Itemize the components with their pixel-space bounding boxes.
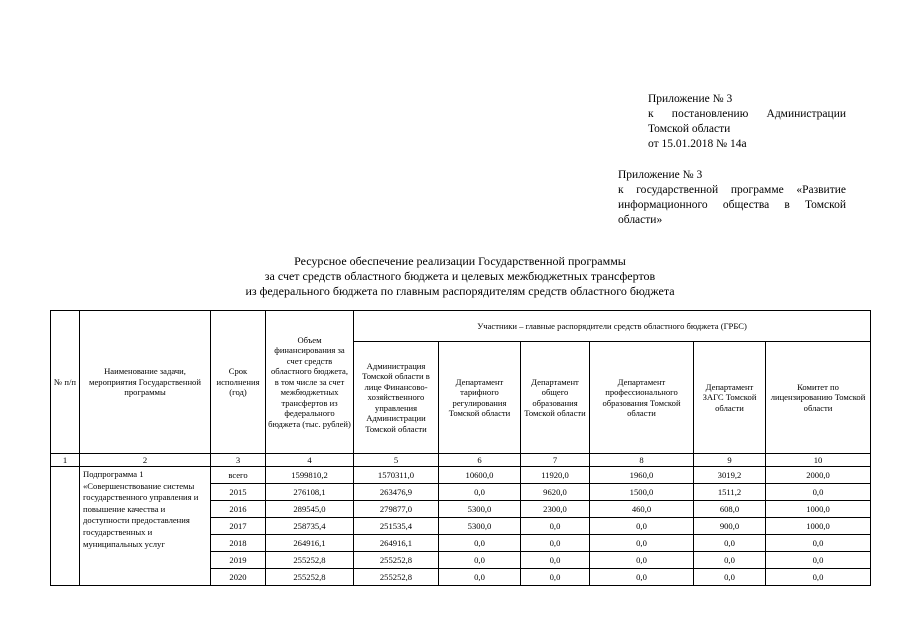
- year-cell: 2020: [211, 569, 266, 586]
- header-participant-2: Департамент тарифного регулирования Томской области: [439, 342, 521, 454]
- value-cell: 0,0: [439, 569, 521, 586]
- value-cell: 5300,0: [439, 518, 521, 535]
- value-cell: 10600,0: [439, 467, 521, 484]
- annex2-line: области»: [618, 214, 663, 226]
- value-cell: 1500,0: [590, 484, 694, 501]
- value-cell: 0,0: [766, 552, 871, 569]
- annex2-line: Приложение № 3: [618, 169, 703, 181]
- value-cell: 263476,9: [354, 484, 439, 501]
- subprogram-name: Подпрограмма 1 «Совершенствование системы государственного управления и повышение качества и доступности предоставления государственных и муниципальных услуг: [80, 467, 211, 586]
- value-cell: 0,0: [766, 484, 871, 501]
- value-cell: 289545,0: [266, 501, 354, 518]
- value-cell: 0,0: [766, 569, 871, 586]
- value-cell: 0,0: [694, 552, 766, 569]
- value-cell: 1599810,2: [266, 467, 354, 484]
- header-num: № п/п: [51, 311, 80, 454]
- value-cell: 0,0: [694, 569, 766, 586]
- year-cell: 2015: [211, 484, 266, 501]
- value-cell: 258735,4: [266, 518, 354, 535]
- value-cell: 0,0: [521, 518, 590, 535]
- header-participant-6: Комитет по лицензированию Томской области: [766, 342, 871, 454]
- header-participant-5: Департамент ЗАГС Томской области: [694, 342, 766, 454]
- value-cell: 279877,0: [354, 501, 439, 518]
- value-cell: 1511,2: [694, 484, 766, 501]
- header-volume: Объем финансирования за счет средств областного бюджета, в том числе за счет межбюджетных трансфертов из федерального бюджета (тыс. рублей): [266, 311, 354, 454]
- value-cell: 0,0: [694, 535, 766, 552]
- value-cell: 255252,8: [266, 552, 354, 569]
- annex2-line: к государственной программе «Развитие: [618, 184, 846, 196]
- value-cell: 0,0: [521, 569, 590, 586]
- value-cell: 0,0: [521, 552, 590, 569]
- column-number: 3: [211, 454, 266, 467]
- value-cell: 0,0: [590, 552, 694, 569]
- value-cell: 608,0: [694, 501, 766, 518]
- value-cell: 0,0: [590, 569, 694, 586]
- value-cell: 11920,0: [521, 467, 590, 484]
- value-cell: 0,0: [590, 535, 694, 552]
- annex-to-program: [618, 168, 846, 228]
- column-number: 9: [694, 454, 766, 467]
- header-row: [51, 311, 871, 342]
- annex1-line: Томской области: [648, 123, 731, 135]
- column-number: 1: [51, 454, 80, 467]
- value-cell: 2000,0: [766, 467, 871, 484]
- column-number: 4: [266, 454, 354, 467]
- annex1-line: к постановлению Администрации: [648, 108, 846, 120]
- annex1-line: от 15.01.2018 № 14а: [648, 138, 747, 150]
- value-cell: 0,0: [439, 484, 521, 501]
- column-number: 5: [354, 454, 439, 467]
- title-line: Ресурсное обеспечение реализации Государственной программы: [294, 254, 626, 268]
- column-number: 2: [80, 454, 211, 467]
- value-cell: 251535,4: [354, 518, 439, 535]
- year-cell: 2018: [211, 535, 266, 552]
- header-participants: Участники – главные распорядители средств областного бюджета (ГРБС): [354, 311, 871, 342]
- value-cell: 0,0: [439, 535, 521, 552]
- year-cell: всего: [211, 467, 266, 484]
- value-cell: 2300,0: [521, 501, 590, 518]
- title-line: за счет средств областного бюджета и целевых межбюджетных трансфертов: [264, 269, 656, 283]
- annex2-line: информационного общества в Томской: [618, 199, 846, 211]
- column-number: 6: [439, 454, 521, 467]
- header-participant-3: Департамент общего образования Томской области: [521, 342, 590, 454]
- value-cell: 9620,0: [521, 484, 590, 501]
- budget-table: [50, 310, 871, 586]
- value-cell: 276108,1: [266, 484, 354, 501]
- document-title: [180, 254, 740, 299]
- value-cell: 264916,1: [266, 535, 354, 552]
- value-cell: 0,0: [766, 535, 871, 552]
- column-number: 8: [590, 454, 694, 467]
- value-cell: 255252,8: [266, 569, 354, 586]
- value-cell: 1000,0: [766, 501, 871, 518]
- value-cell: 0,0: [590, 518, 694, 535]
- header-term: Срок исполнения (год): [211, 311, 266, 454]
- value-cell: 460,0: [590, 501, 694, 518]
- column-number: 10: [766, 454, 871, 467]
- header-participant-1: Администрация Томской области в лице Финансово-хозяйственного управления Администрации Томской области: [354, 342, 439, 454]
- value-cell: 1960,0: [590, 467, 694, 484]
- value-cell: 264916,1: [354, 535, 439, 552]
- value-cell: 900,0: [694, 518, 766, 535]
- value-cell: 1000,0: [766, 518, 871, 535]
- value-cell: 0,0: [521, 535, 590, 552]
- value-cell: 255252,8: [354, 569, 439, 586]
- year-cell: 2017: [211, 518, 266, 535]
- value-cell: 3019,2: [694, 467, 766, 484]
- column-numbers-row: [51, 454, 871, 467]
- value-cell: 255252,8: [354, 552, 439, 569]
- annex1-line: Приложение № 3: [648, 93, 733, 105]
- value-cell: 1570311,0: [354, 467, 439, 484]
- column-number: 7: [521, 454, 590, 467]
- value-cell: 0,0: [439, 552, 521, 569]
- annex-to-resolution: [648, 92, 846, 152]
- year-cell: 2019: [211, 552, 266, 569]
- year-cell: 2016: [211, 501, 266, 518]
- row-num-cell: [51, 467, 80, 586]
- header-participant-4: Департамент профессионального образования Томской области: [590, 342, 694, 454]
- header-name: Наименование задачи, мероприятия Государственной программы: [80, 311, 211, 454]
- value-cell: 5300,0: [439, 501, 521, 518]
- table-row: [51, 467, 871, 484]
- title-line: из федерального бюджета по главным распорядителям средств областного бюджета: [245, 284, 675, 298]
